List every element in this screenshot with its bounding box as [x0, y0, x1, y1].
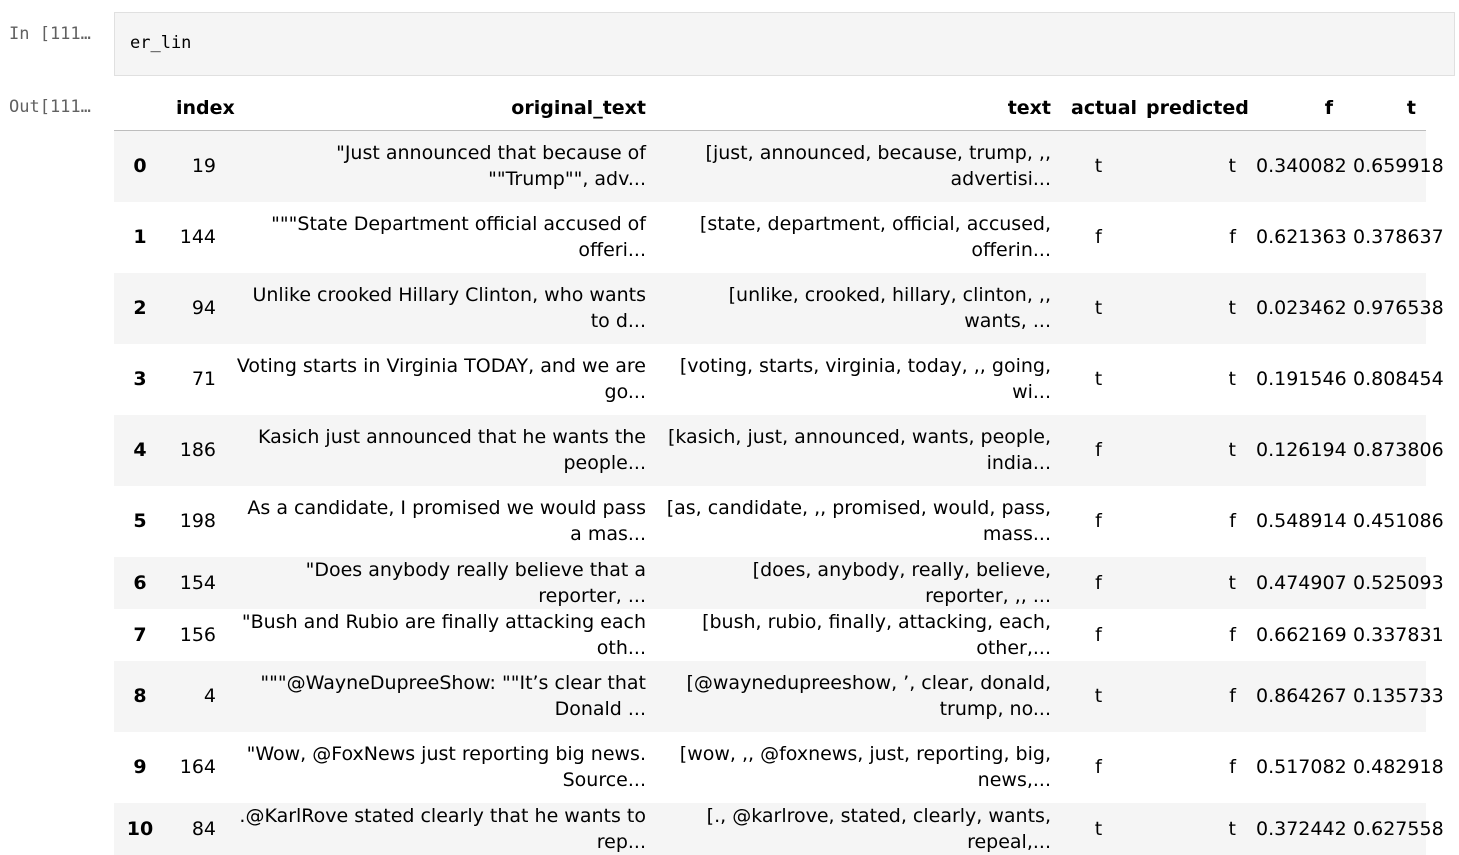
cell-original-text: """@WayneDupreeShow: ""It’s clear that Donald ... [260, 672, 646, 720]
row-label: 9 [133, 756, 147, 778]
cell-original-text: Voting starts in Virginia TODAY, and we are go... [236, 355, 646, 403]
cell-text: [voting, starts, virginia, today, ,, going, wi... [679, 355, 1051, 403]
cell-text: [@waynedupreeshow, ’, clear, donald, trump, no... [686, 672, 1051, 720]
row-label: 3 [133, 368, 147, 390]
cell-original-text: """State Department official accused of offeri... [271, 213, 646, 261]
cell-f: 0.191546 [1256, 368, 1347, 390]
cell-index: 19 [191, 155, 216, 178]
cell-t: 0.135733 [1353, 685, 1444, 707]
table-row [114, 486, 1426, 557]
row-label: 10 [126, 817, 154, 840]
cell-index: 156 [179, 623, 216, 646]
row-label: 6 [133, 571, 147, 594]
table-row [114, 609, 1426, 661]
cell-f: 0.023462 [1256, 297, 1347, 319]
cell-f: 0.662169 [1256, 623, 1347, 646]
column-header-t: t [1343, 86, 1426, 131]
cell-original-text: Unlike crooked Hillary Clinton, who wants to d... [252, 284, 646, 332]
cell-text: [unlike, crooked, hillary, clinton, ,, wants, ... [728, 284, 1051, 332]
input-prompt: In [111… [9, 24, 91, 44]
cell-f: 0.474907 [1256, 571, 1347, 594]
cell-original-text: As a candidate, I promised we would pass a mas... [247, 497, 646, 545]
table-row [114, 661, 1426, 732]
row-label: 7 [133, 623, 147, 646]
cell-text: [as, candidate, ,, promised, would, pass, mass... [666, 497, 1051, 545]
cell-actual: t [1094, 155, 1103, 178]
cell-t: 0.808454 [1353, 368, 1444, 390]
cell-index: 154 [179, 571, 216, 594]
cell-predicted: t [1228, 297, 1236, 319]
cell-text: [state, department, official, accused, offerin... [699, 213, 1051, 261]
row-label: 8 [133, 685, 147, 707]
cell-text: [., @karlrove, stated, clearly, wants, repeal,... [706, 804, 1051, 853]
cell-t: 0.659918 [1353, 155, 1444, 178]
cell-f: 0.372442 [1256, 817, 1347, 840]
column-header-original-text: original_text [226, 86, 656, 131]
cell-actual: t [1094, 368, 1103, 390]
table-body [114, 131, 1444, 855]
cell-t: 0.873806 [1353, 439, 1444, 461]
cell-original-text: Kasich just announced that he wants the people... [257, 426, 646, 474]
cell-actual: f [1095, 510, 1102, 532]
cell-original-text: .@KarlRove stated clearly that he wants to rep... [239, 804, 646, 853]
table-header-row [114, 86, 1426, 131]
column-header-text: text [656, 86, 1061, 131]
cell-original-text: "Wow, @FoxNews just reporting big news. Source... [246, 743, 646, 791]
cell-text: [bush, rubio, finally, attacking, each, other,... [702, 610, 1051, 659]
cell-t: 0.337831 [1353, 623, 1444, 646]
cell-index: 164 [179, 756, 216, 778]
cell-f: 0.864267 [1256, 685, 1347, 707]
cell-f: 0.548914 [1256, 510, 1347, 532]
cell-f: 0.126194 [1256, 439, 1347, 461]
table-row [114, 202, 1426, 273]
column-header-f: f [1246, 86, 1343, 131]
cell-predicted: t [1228, 571, 1236, 594]
cell-original-text: "Just announced that because of ""Trump"", adv... [336, 142, 646, 191]
table-row [114, 732, 1426, 803]
row-label: 4 [133, 439, 147, 461]
cell-index: 4 [203, 685, 216, 707]
cell-predicted: t [1228, 439, 1236, 461]
cell-index: 84 [191, 817, 216, 840]
table-row [114, 557, 1426, 609]
column-header-index: index [166, 86, 226, 131]
cell-actual: f [1095, 226, 1102, 248]
cell-text: [just, announced, because, trump, ,, advertisi... [705, 142, 1051, 191]
row-label: 5 [133, 510, 147, 532]
column-header-actual: actual [1061, 86, 1136, 131]
cell-actual: f [1095, 623, 1102, 646]
cell-text: [kasich, just, announced, wants, people, india... [667, 426, 1051, 474]
cell-t: 0.976538 [1353, 297, 1444, 319]
cell-index: 186 [179, 439, 216, 461]
cell-predicted: f [1229, 226, 1236, 248]
cell-f: 0.340082 [1256, 155, 1347, 178]
cell-predicted: t [1228, 368, 1236, 390]
code-text[interactable]: er_lin [130, 33, 192, 53]
dataframe-table [114, 86, 1444, 855]
cell-t: 0.627558 [1353, 817, 1444, 840]
cell-original-text: "Bush and Rubio are finally attacking each oth... [241, 610, 646, 659]
row-label: 2 [133, 297, 147, 319]
cell-text: [does, anybody, really, believe, reporter, ,, ... [752, 558, 1051, 607]
table-row [114, 415, 1426, 486]
cell-predicted: f [1229, 756, 1236, 778]
cell-actual: t [1094, 297, 1103, 319]
cell-f: 0.517082 [1256, 756, 1347, 778]
table-row [114, 273, 1426, 344]
table-row [114, 344, 1426, 415]
cell-f: 0.621363 [1256, 226, 1347, 248]
cell-t: 0.378637 [1353, 226, 1444, 248]
cell-index: 144 [179, 226, 216, 248]
cell-predicted: f [1229, 623, 1236, 646]
cell-actual: t [1094, 817, 1103, 840]
cell-predicted: f [1229, 510, 1236, 532]
cell-index: 94 [191, 297, 216, 319]
table-row [114, 803, 1426, 855]
cell-t: 0.525093 [1353, 571, 1444, 594]
cell-actual: f [1095, 571, 1102, 594]
code-cell-input[interactable] [114, 12, 1455, 76]
cell-text: [wow, ,, @foxnews, just, reporting, big, news,... [679, 743, 1051, 791]
column-header-row-index [114, 86, 166, 131]
cell-t: 0.482918 [1353, 756, 1444, 778]
cell-predicted: t [1228, 817, 1236, 840]
row-label: 1 [133, 226, 147, 248]
output-area [114, 86, 1444, 855]
cell-predicted: t [1228, 155, 1236, 178]
cell-actual: f [1095, 439, 1102, 461]
cell-predicted: f [1229, 685, 1236, 707]
cell-index: 198 [179, 510, 216, 532]
cell-actual: f [1095, 756, 1102, 778]
output-prompt: Out[111… [9, 97, 91, 117]
row-label: 0 [133, 155, 147, 178]
cell-index: 71 [191, 368, 216, 390]
table-row [114, 131, 1426, 202]
cell-original-text: "Does anybody really believe that a reporter, ... [305, 558, 646, 607]
cell-actual: t [1094, 685, 1103, 707]
column-header-predicted: predicted [1136, 86, 1246, 131]
cell-t: 0.451086 [1353, 510, 1444, 532]
